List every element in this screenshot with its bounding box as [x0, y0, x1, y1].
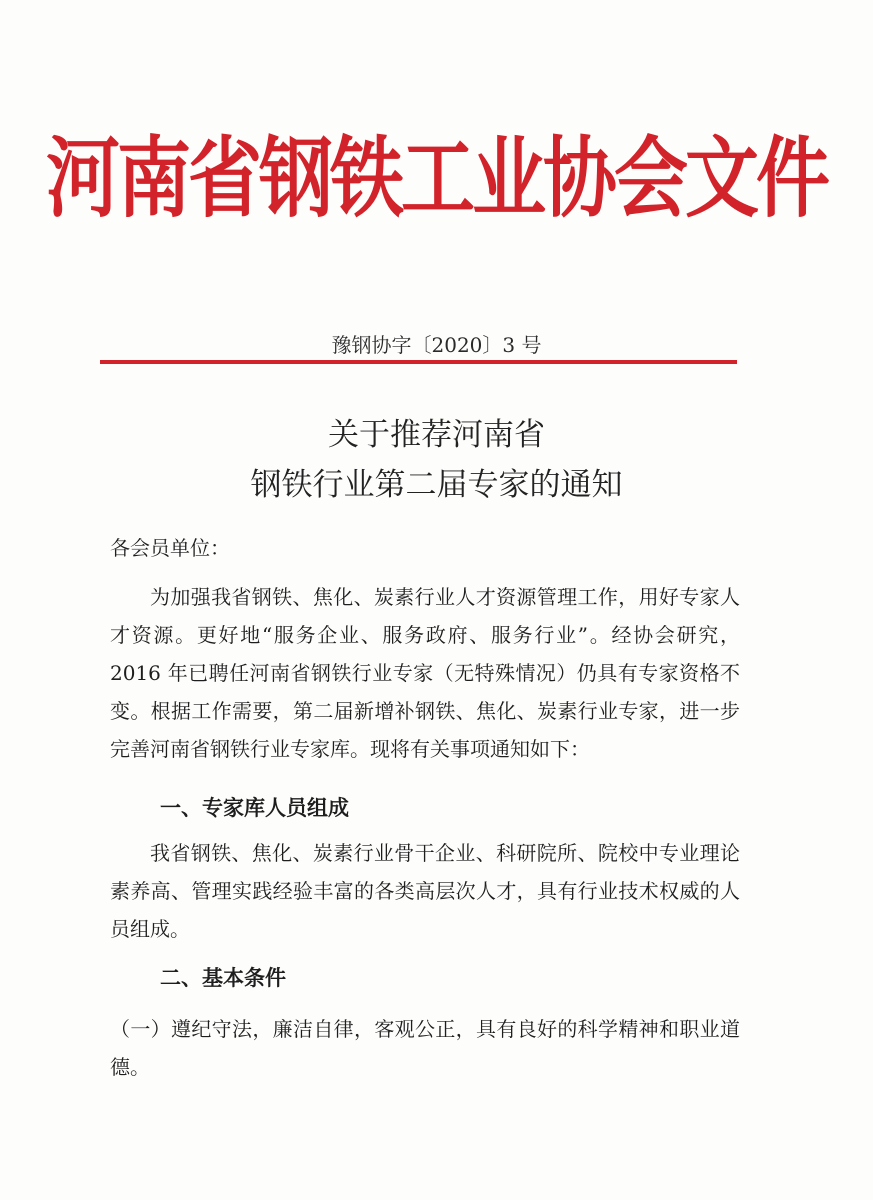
composition-paragraph: 我省钢铁、焦化、炭素行业骨干企业、科研院所、院校中专业理论素养高、管理实践经验丰富的各类高层次人才，具有行业技术权威的人员组成。: [110, 841, 740, 941]
intro-paragraph: 为加强我省钢铁、焦化、炭素行业人才资源管理工作，用好专家人才资源。更好地“服务企业、服务政府、服务行业”。经协会研究，2016 年已聘任河南省钢铁行业专家（无特殊情况）仍具有专家资格不变。根据工作需要，第二届新增补钢铁、焦化、炭素行业专家，进一步完善河南省钢铁行业专家库。现将有关事项通知如下：: [110, 585, 740, 761]
section-heading-1: 一、专家库人员组成: [160, 796, 349, 820]
condition-paragraph-1: （一）遵纪守法，廉洁自律，客观公正，具有良好的科学精神和职业道德。: [110, 1017, 740, 1079]
masthead-title: 河南省钢铁工业协会文件: [46, 128, 827, 230]
document-number: 豫钢协字〔2020〕3 号: [331, 333, 542, 357]
salutation: 各会员单位：: [110, 536, 230, 560]
red-divider: [100, 360, 737, 364]
notice-title-line-1: 关于推荐河南省: [328, 417, 545, 453]
notice-title-line-2: 钢铁行业第二届专家的通知: [250, 467, 623, 503]
section-heading-2: 二、基本条件: [160, 966, 286, 990]
